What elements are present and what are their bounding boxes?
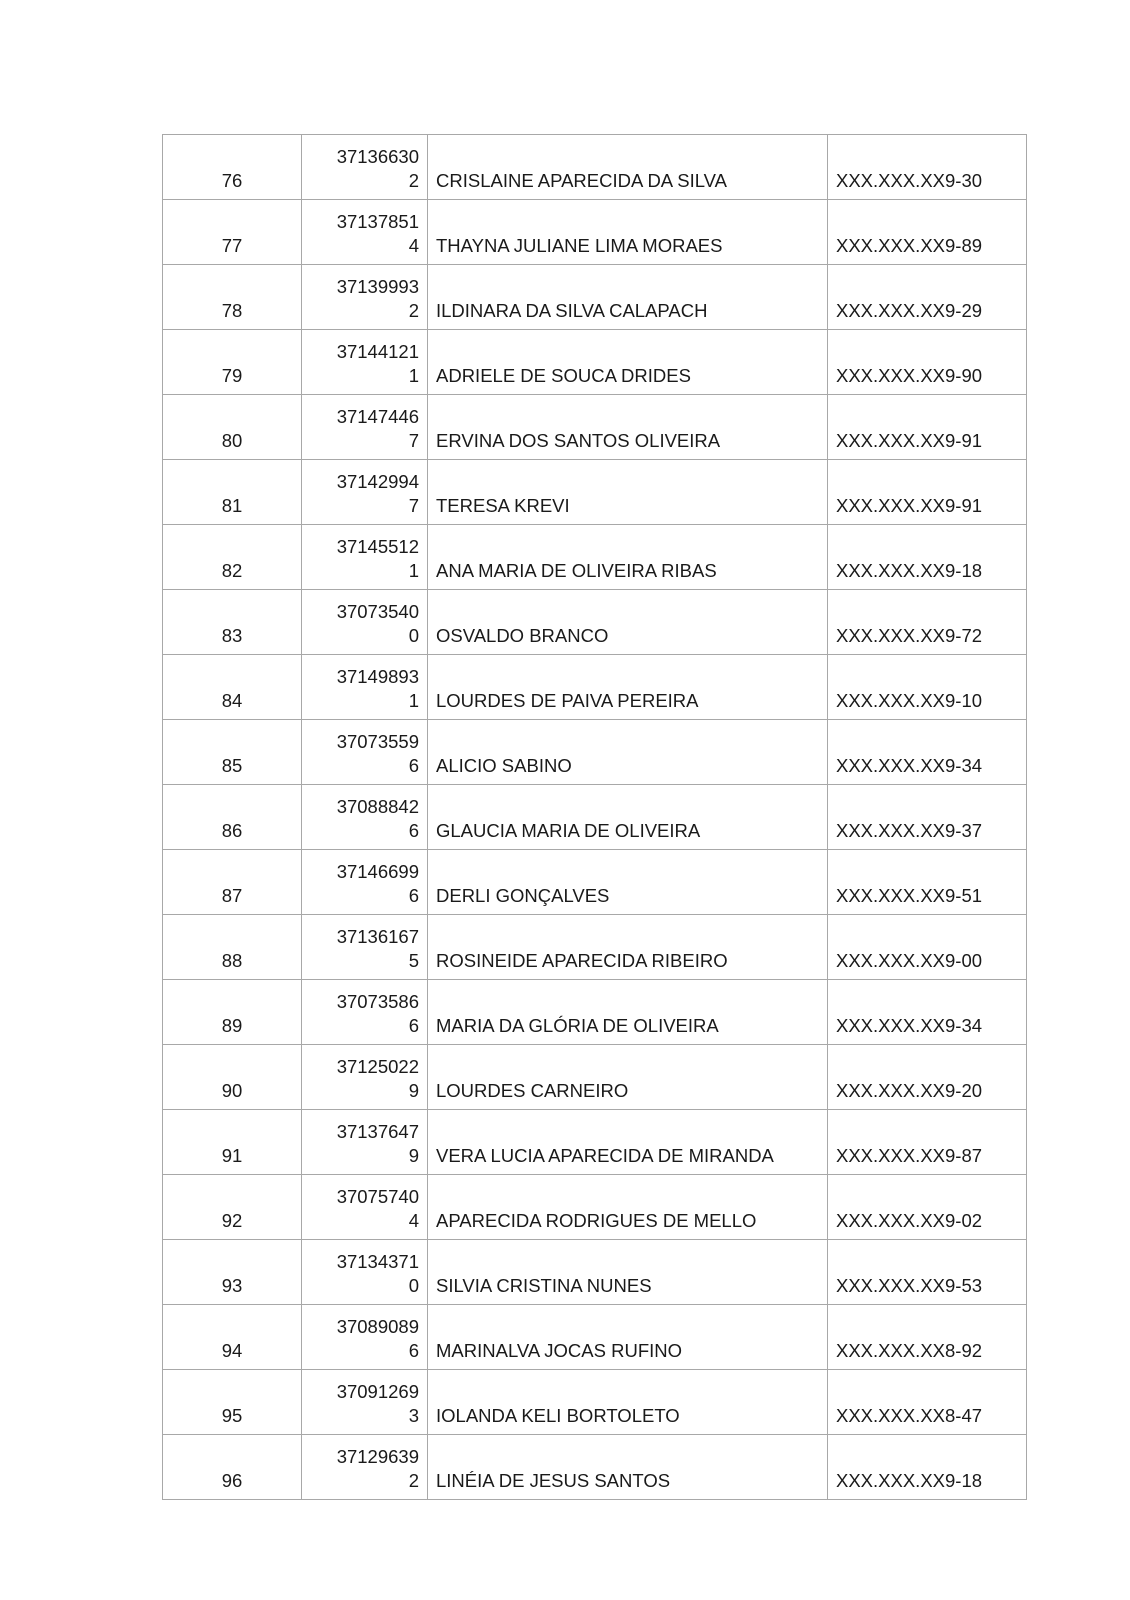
registration-code-line1: 37125022 (336, 1056, 419, 1077)
table-row (163, 980, 1027, 1045)
table-row (163, 785, 1027, 850)
masked-document: XXX.XXX.XX9-30 (828, 135, 1027, 200)
row-number: 82 (163, 525, 302, 590)
registration-code (302, 135, 428, 200)
masked-document: XXX.XXX.XX8-92 (828, 1305, 1027, 1370)
registration-code-line2: 2 (408, 300, 419, 321)
registration-code-line2: 1 (408, 560, 419, 581)
registration-code (302, 720, 428, 785)
registration-code (302, 1240, 428, 1305)
registration-code-line2: 2 (408, 1470, 419, 1491)
registration-code-line1: 37149893 (336, 666, 419, 687)
row-number: 89 (163, 980, 302, 1045)
registration-code (302, 200, 428, 265)
registration-code-line1: 37088842 (336, 796, 419, 817)
table-row (163, 460, 1027, 525)
row-number: 95 (163, 1370, 302, 1435)
person-name: DERLI GONÇALVES (428, 850, 828, 915)
masked-document: XXX.XXX.XX9-87 (828, 1110, 1027, 1175)
masked-document: XXX.XXX.XX9-37 (828, 785, 1027, 850)
table-row (163, 850, 1027, 915)
row-number: 85 (163, 720, 302, 785)
person-name: APARECIDA RODRIGUES DE MELLO (428, 1175, 828, 1240)
registration-code-line2: 5 (408, 950, 419, 971)
person-name: TERESA KREVI (428, 460, 828, 525)
person-name: VERA LUCIA APARECIDA DE MIRANDA (428, 1110, 828, 1175)
row-number: 83 (163, 590, 302, 655)
row-number: 96 (163, 1435, 302, 1500)
masked-document: XXX.XXX.XX9-91 (828, 460, 1027, 525)
registration-code-line1: 37136167 (336, 926, 419, 947)
row-number: 79 (163, 330, 302, 395)
row-number: 77 (163, 200, 302, 265)
masked-document: XXX.XXX.XX9-34 (828, 980, 1027, 1045)
row-number: 81 (163, 460, 302, 525)
person-name: ANA MARIA DE OLIVEIRA RIBAS (428, 525, 828, 590)
registration-code-line1: 37139993 (336, 276, 419, 297)
row-number: 80 (163, 395, 302, 460)
registration-code-line1: 37073586 (336, 991, 419, 1012)
table-row (163, 590, 1027, 655)
person-name: IOLANDA KELI BORTOLETO (428, 1370, 828, 1435)
masked-document: XXX.XXX.XX9-18 (828, 1435, 1027, 1500)
table-row (163, 655, 1027, 720)
registration-code-line1: 37089089 (336, 1316, 419, 1337)
masked-document: XXX.XXX.XX9-53 (828, 1240, 1027, 1305)
registration-code-line2: 7 (408, 430, 419, 451)
registration-code-line1: 37136630 (336, 146, 419, 167)
masked-document: XXX.XXX.XX9-91 (828, 395, 1027, 460)
table-row (163, 135, 1027, 200)
table-body (163, 135, 1027, 1500)
table-row (163, 1370, 1027, 1435)
row-number: 93 (163, 1240, 302, 1305)
row-number: 87 (163, 850, 302, 915)
masked-document: XXX.XXX.XX9-18 (828, 525, 1027, 590)
registration-code-line1: 37073559 (336, 731, 419, 752)
masked-document: XXX.XXX.XX9-34 (828, 720, 1027, 785)
registration-code-line2: 1 (408, 365, 419, 386)
person-name: SILVIA CRISTINA NUNES (428, 1240, 828, 1305)
row-number: 84 (163, 655, 302, 720)
table-row (163, 1175, 1027, 1240)
registration-code (302, 395, 428, 460)
masked-document: XXX.XXX.XX9-51 (828, 850, 1027, 915)
registration-code (302, 850, 428, 915)
registration-code-line1: 37129639 (336, 1446, 419, 1467)
person-name: MARINALVA JOCAS RUFINO (428, 1305, 828, 1370)
row-number: 92 (163, 1175, 302, 1240)
table-row (163, 1045, 1027, 1110)
row-number: 86 (163, 785, 302, 850)
registration-code-line1: 37142994 (336, 471, 419, 492)
row-number: 90 (163, 1045, 302, 1110)
row-number: 78 (163, 265, 302, 330)
table-row (163, 1240, 1027, 1305)
person-name: LINÉIA DE JESUS SANTOS (428, 1435, 828, 1500)
person-name: GLAUCIA MARIA DE OLIVEIRA (428, 785, 828, 850)
registration-code-line2: 9 (408, 1080, 419, 1101)
registration-code-line2: 6 (408, 885, 419, 906)
registration-code (302, 265, 428, 330)
registration-code-line2: 6 (408, 1340, 419, 1361)
beneficiary-table (162, 134, 1027, 1500)
registration-code (302, 1435, 428, 1500)
registration-code (302, 1175, 428, 1240)
table-row (163, 525, 1027, 590)
row-number: 76 (163, 135, 302, 200)
registration-code (302, 525, 428, 590)
person-name: ADRIELE DE SOUCA DRIDES (428, 330, 828, 395)
registration-code (302, 590, 428, 655)
registration-code-line2: 6 (408, 820, 419, 841)
registration-code (302, 460, 428, 525)
registration-code (302, 785, 428, 850)
registration-code-line1: 37137851 (336, 211, 419, 232)
registration-code-line2: 0 (408, 1275, 419, 1296)
registration-code-line2: 7 (408, 495, 419, 516)
registration-code-line1: 37134371 (336, 1251, 419, 1272)
registration-code (302, 980, 428, 1045)
registration-code-line1: 37144121 (336, 341, 419, 362)
table-row (163, 720, 1027, 785)
person-name: LOURDES DE PAIVA PEREIRA (428, 655, 828, 720)
table-row (163, 330, 1027, 395)
registration-code-line1: 37137647 (336, 1121, 419, 1142)
registration-code-line1: 37147446 (336, 406, 419, 427)
person-name: LOURDES CARNEIRO (428, 1045, 828, 1110)
registration-code-line2: 9 (408, 1145, 419, 1166)
person-name: ALICIO SABINO (428, 720, 828, 785)
masked-document: XXX.XXX.XX9-90 (828, 330, 1027, 395)
table-row (163, 1110, 1027, 1175)
row-number: 91 (163, 1110, 302, 1175)
table-row (163, 200, 1027, 265)
masked-document: XXX.XXX.XX9-29 (828, 265, 1027, 330)
table-row (163, 1435, 1027, 1500)
masked-document: XXX.XXX.XX8-47 (828, 1370, 1027, 1435)
registration-code-line2: 4 (408, 235, 419, 256)
masked-document: XXX.XXX.XX9-72 (828, 590, 1027, 655)
registration-code-line2: 1 (408, 690, 419, 711)
person-name: THAYNA JULIANE LIMA MORAES (428, 200, 828, 265)
registration-code-line2: 2 (408, 170, 419, 191)
registration-code-line2: 6 (408, 1015, 419, 1036)
registration-code (302, 1045, 428, 1110)
registration-code (302, 1370, 428, 1435)
person-name: ILDINARA DA SILVA CALAPACH (428, 265, 828, 330)
person-name: OSVALDO BRANCO (428, 590, 828, 655)
registration-code-line2: 3 (408, 1405, 419, 1426)
masked-document: XXX.XXX.XX9-20 (828, 1045, 1027, 1110)
person-name: ERVINA DOS SANTOS OLIVEIRA (428, 395, 828, 460)
table-row (163, 265, 1027, 330)
table-row (163, 915, 1027, 980)
table-row (163, 1305, 1027, 1370)
registration-code (302, 655, 428, 720)
person-name: ROSINEIDE APARECIDA RIBEIRO (428, 915, 828, 980)
masked-document: XXX.XXX.XX9-89 (828, 200, 1027, 265)
table-row (163, 395, 1027, 460)
registration-code-line2: 4 (408, 1210, 419, 1231)
masked-document: XXX.XXX.XX9-10 (828, 655, 1027, 720)
masked-document: XXX.XXX.XX9-02 (828, 1175, 1027, 1240)
registration-code-line1: 37091269 (336, 1381, 419, 1402)
registration-code-line1: 37146699 (336, 861, 419, 882)
registration-code (302, 915, 428, 980)
person-name: MARIA DA GLÓRIA DE OLIVEIRA (428, 980, 828, 1045)
row-number: 88 (163, 915, 302, 980)
masked-document: XXX.XXX.XX9-00 (828, 915, 1027, 980)
row-number: 94 (163, 1305, 302, 1370)
registration-code-line2: 6 (408, 755, 419, 776)
person-name: CRISLAINE APARECIDA DA SILVA (428, 135, 828, 200)
registration-code (302, 330, 428, 395)
registration-code-line2: 0 (408, 625, 419, 646)
registration-code-line1: 37145512 (336, 536, 419, 557)
registration-code (302, 1305, 428, 1370)
registration-code-line1: 37073540 (336, 601, 419, 622)
registration-code-line1: 37075740 (336, 1186, 419, 1207)
registration-code (302, 1110, 428, 1175)
